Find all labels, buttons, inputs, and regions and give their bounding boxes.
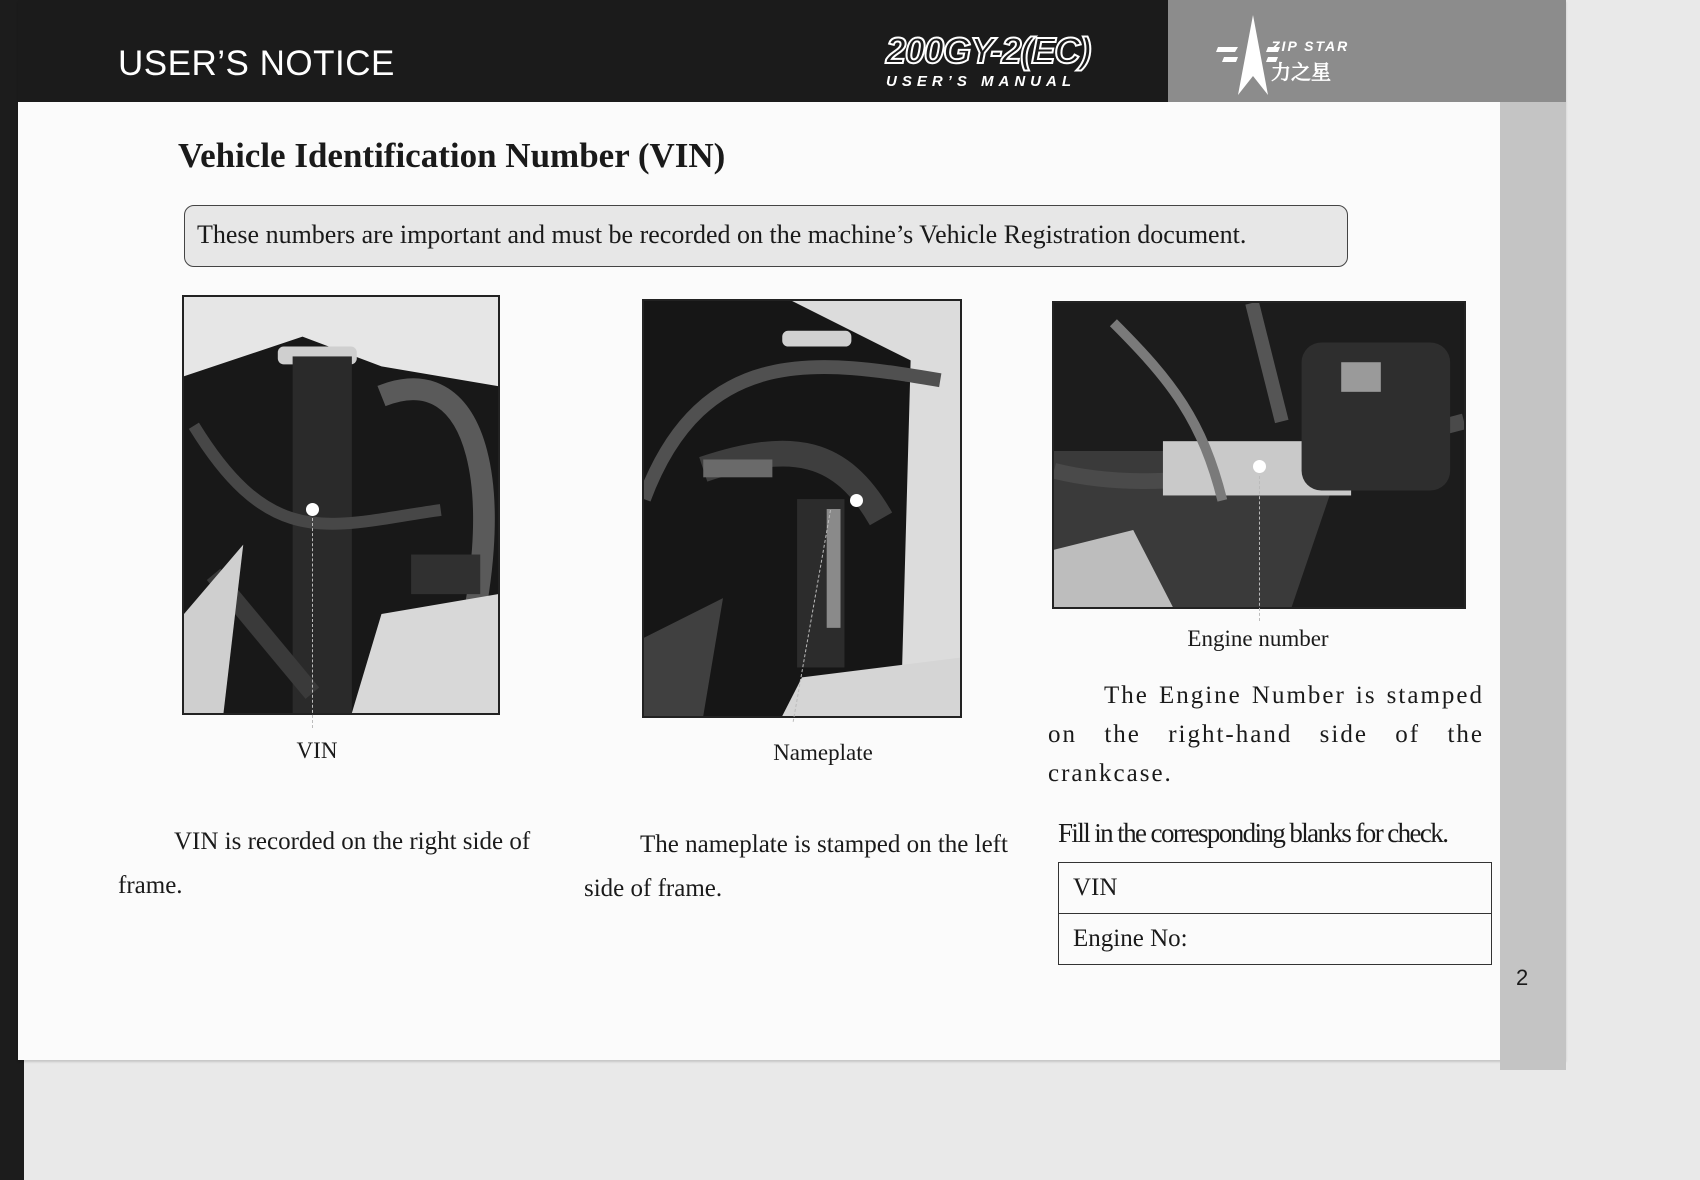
fill-in-table xyxy=(1058,862,1492,965)
engine-number-marker xyxy=(1253,460,1266,473)
model-code: 200GY-2(EC) xyxy=(886,30,1091,71)
notice-box xyxy=(184,205,1348,267)
nameplate-photo xyxy=(642,299,962,718)
engine-number-leader-line xyxy=(1259,476,1260,621)
section-title: USER’S NOTICE xyxy=(118,44,395,83)
table-row xyxy=(1059,914,1492,965)
notice-text: These numbers are important and must be recorded on the machine’s Vehicle Registration document. xyxy=(197,220,1247,249)
vin-description: VIN is recorded on the right side of frame. xyxy=(118,828,531,899)
side-strip xyxy=(1500,102,1566,1070)
nameplate-caption: Nameplate xyxy=(773,740,873,765)
engine-no-blank[interactable]: Engine No: xyxy=(1059,914,1492,965)
nameplate-marker xyxy=(850,494,863,507)
table-row xyxy=(1059,863,1492,914)
nameplate-description: The nameplate is stamped on the left side of frame. xyxy=(584,831,1008,902)
brand-name-cn: 力之星 xyxy=(1271,60,1331,84)
page-heading: Vehicle Identification Number (VIN) xyxy=(178,136,726,175)
engine-number-caption: Engine number xyxy=(1187,626,1329,651)
vin-blank[interactable]: VIN xyxy=(1059,863,1492,914)
star-logo-icon xyxy=(1208,10,1408,100)
vin-caption: VIN xyxy=(296,738,338,763)
vin-photo xyxy=(182,295,500,715)
vin-leader-line xyxy=(312,518,313,728)
vin-marker xyxy=(306,503,319,516)
manual-page xyxy=(18,0,1566,1060)
engine-number-description: The Engine Number is stamped on the right-hand side of the crankcase. xyxy=(1048,682,1484,787)
model-subtitle: USER’S MANUAL xyxy=(886,73,1077,90)
fill-in-instruction: Fill in the corresponding blanks for check. xyxy=(1058,818,1448,848)
brand-name: ZIP STAR xyxy=(1271,38,1350,54)
page-number: 2 xyxy=(1516,965,1529,990)
